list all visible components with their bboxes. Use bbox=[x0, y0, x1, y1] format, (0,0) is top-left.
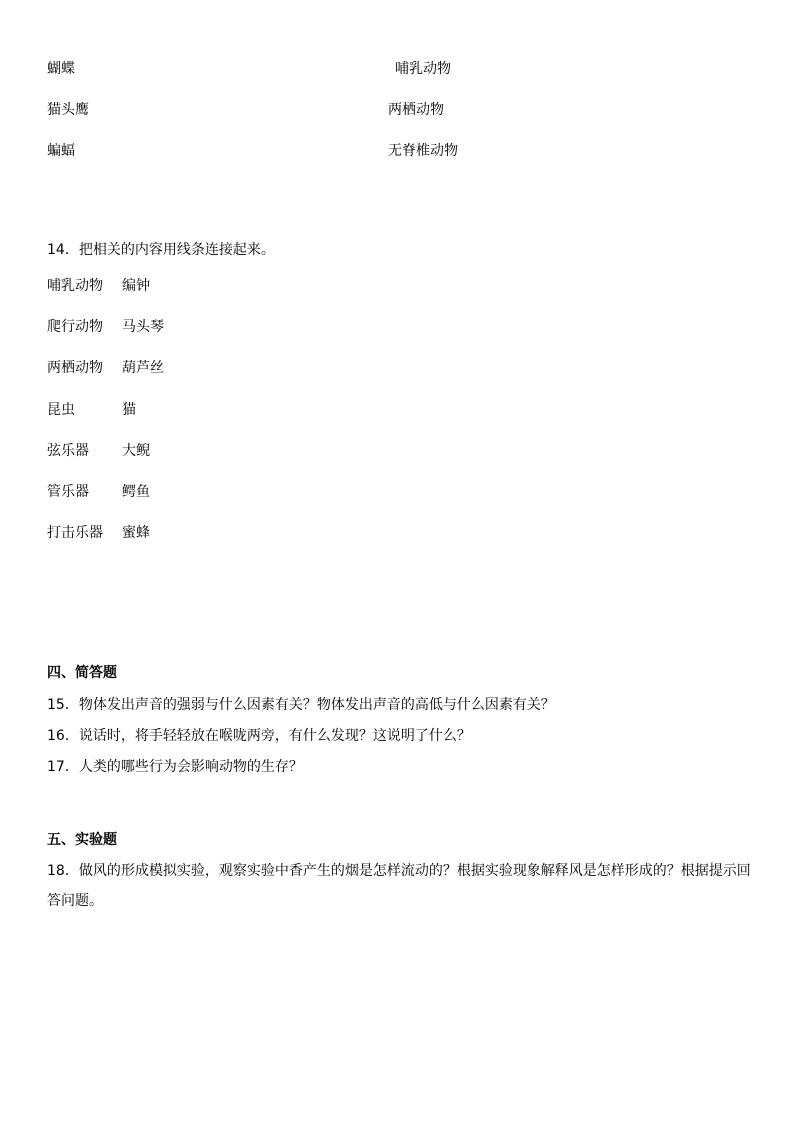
question-18-line-1: 18．做风的形成模拟实验，观察实验中香产生的烟是怎样流动的？根据实验现象解释风是怎样形成的？根据提示回 bbox=[47, 863, 751, 879]
q14-right-item-2: 马头琴 bbox=[122, 319, 164, 335]
q14-right-item-3: 葫芦丝 bbox=[122, 360, 164, 376]
q14-left-item-7: 打击乐器 bbox=[47, 525, 103, 541]
q13-left-item-2: 猫头鹰 bbox=[47, 102, 89, 118]
q13-left-item-1: 蝴蝶 bbox=[47, 61, 75, 77]
q13-right-item-1: 哺乳动物 bbox=[395, 61, 451, 77]
q14-right-item-6: 鳄鱼 bbox=[122, 484, 150, 500]
question-17: 17．人类的哪些行为会影响动物的生存？ bbox=[47, 759, 303, 775]
q14-right-item-4: 猫 bbox=[122, 402, 136, 418]
q14-right-item-1: 编钟 bbox=[122, 278, 150, 294]
q14-left-item-4: 昆虫 bbox=[47, 402, 75, 418]
question-16: 16．说话时，将手轻轻放在喉咙两旁，有什么发现？这说明了什么？ bbox=[47, 728, 471, 744]
q14-left-item-3: 两栖动物 bbox=[47, 360, 103, 376]
section-4-title: 四、简答题 bbox=[47, 665, 117, 681]
q14-prompt: 14．把相关的内容用线条连接起来。 bbox=[47, 242, 275, 258]
question-15: 15．物体发出声音的强弱与什么因素有关？物体发出声音的高低与什么因素有关？ bbox=[47, 697, 555, 713]
q13-right-item-2: 两栖动物 bbox=[388, 102, 444, 118]
q14-left-item-6: 管乐器 bbox=[47, 484, 89, 500]
q14-left-item-2: 爬行动物 bbox=[47, 319, 103, 335]
question-18-line-2: 答问题。 bbox=[47, 893, 103, 909]
q14-right-item-5: 大鲵 bbox=[122, 443, 150, 459]
section-5-title: 五、实验题 bbox=[47, 832, 117, 848]
q13-right-item-3: 无脊椎动物 bbox=[388, 143, 458, 159]
q14-left-item-5: 弦乐器 bbox=[47, 443, 89, 459]
q14-left-item-1: 哺乳动物 bbox=[47, 278, 103, 294]
q13-left-item-3: 蝙蝠 bbox=[47, 143, 75, 159]
q14-right-item-7: 蜜蜂 bbox=[122, 525, 150, 541]
